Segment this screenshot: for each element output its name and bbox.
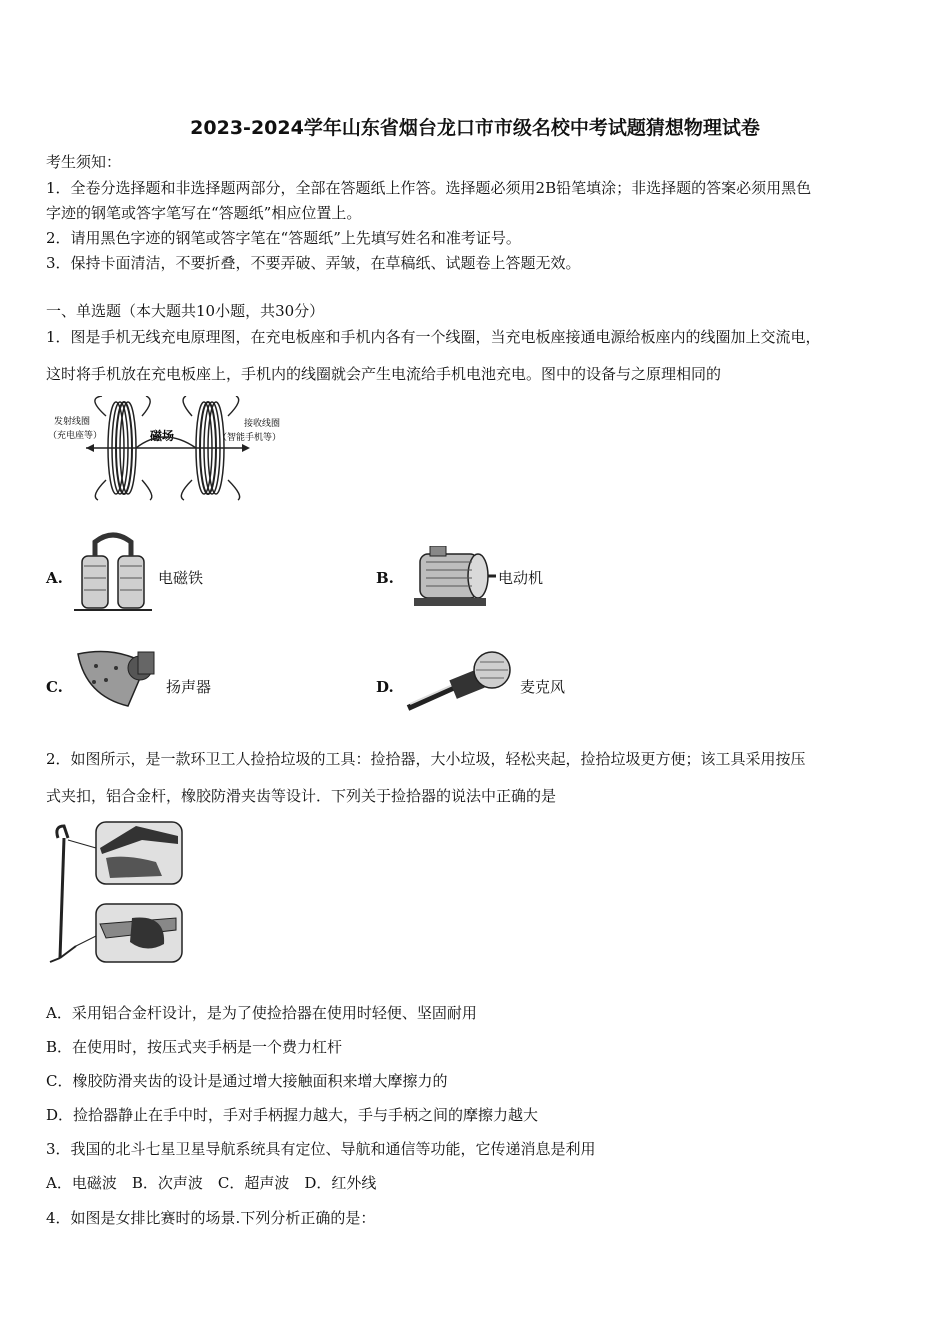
grabber-tool-figure — [46, 818, 186, 966]
q1-line-1: 1．图是手机无线充电原理图，在充电板座和手机内各有一个线圈，当充电板座接通电源给板座内的线圈加上交流电， — [46, 328, 821, 346]
q4-line-1: 4．如图是女排比赛时的场景.下列分析正确的是： — [46, 1209, 376, 1227]
q1-option-d-letter: D. — [376, 678, 394, 696]
electromagnet-image — [74, 530, 152, 612]
loudspeaker-image — [76, 646, 158, 710]
fig-right-label-1: 接收线圈 — [244, 419, 281, 429]
q3-options: A．电磁波 B．次声波 C．超声波 D．红外线 — [46, 1174, 377, 1192]
q2-line-2: 式夹扣，铝合金杆，橡胶防滑夹齿等设计．下列关于捡拾器的说法中正确的是 — [46, 787, 557, 805]
page-title: 2023-2024学年山东省烟台龙口市市级名校中考试题猜想物理试卷 — [190, 117, 760, 139]
electric-motor-image — [406, 546, 496, 610]
notice-heading: 考生须知： — [46, 153, 122, 171]
wireless-charging-figure — [46, 396, 291, 502]
notice-line-1a: 1．全卷分选择题和非选择题两部分，全部在答题纸上作答。选择题必须用2B铅笔填涂；非选择题的答案必须用黑色 — [46, 179, 812, 197]
microphone-image — [404, 650, 516, 712]
notice-line-1b: 字迹的钢笔或答字笔写在“答题纸”相应位置上。 — [46, 204, 362, 222]
q2-option-d: D．捡拾器静止在手中时，手对手柄握力越大，手与手柄之间的摩擦力越大 — [46, 1106, 539, 1124]
q2-line-1: 2．如图所示，是一款环卫工人捡拾垃圾的工具：捡拾器，大小垃圾，轻松夹起，捡拾垃圾更方便；该工具采用按压 — [46, 750, 806, 768]
q1-option-d-text: 麦克风 — [520, 678, 566, 696]
fig-left-label-1: 发射线圈 — [54, 417, 91, 427]
section-heading: 一、单选题（本大题共10小题，共30分） — [46, 302, 325, 320]
q2-option-c: C．橡胶防滑夹齿的设计是通过增大接触面积来增大摩擦力的 — [46, 1072, 448, 1090]
q1-option-c-letter: C. — [46, 678, 63, 696]
q1-option-b-text: 电动机 — [498, 569, 544, 587]
q2-option-a: A．采用铝合金杆设计，是为了使捡拾器在使用时轻便、坚固耐用 — [46, 1004, 477, 1022]
q1-line-2: 这时将手机放在充电板座上，手机内的线圈就会产生电流给手机电池充电。图中的设备与之原理相同的 — [46, 365, 722, 383]
notice-line-2: 2．请用黑色字迹的钢笔或答字笔在“答题纸”上先填写姓名和准考证号。 — [46, 229, 521, 247]
field-lines — [86, 396, 242, 500]
q1-option-a-letter: A. — [46, 569, 63, 587]
fig-left-label-2: （充电座等） — [48, 431, 103, 441]
fig-right-label-2: （智能手机等） — [218, 433, 282, 443]
notice-line-3: 3．保持卡面清洁，不要折叠，不要弄破、弄皱，在草稿纸、试题卷上答题无效。 — [46, 254, 581, 272]
q2-option-b: B．在使用时，按压式夹手柄是一个费力杠杆 — [46, 1038, 343, 1056]
q1-option-c-text: 扬声器 — [166, 678, 212, 696]
q3-line-1: 3．我国的北斗七星卫星导航系统具有定位、导航和通信等功能，它传递消息是利用 — [46, 1140, 596, 1158]
q1-option-b-letter: B. — [376, 569, 394, 587]
q1-option-a-text: 电磁铁 — [158, 569, 204, 587]
fig-center-label: 磁场 — [150, 429, 175, 443]
